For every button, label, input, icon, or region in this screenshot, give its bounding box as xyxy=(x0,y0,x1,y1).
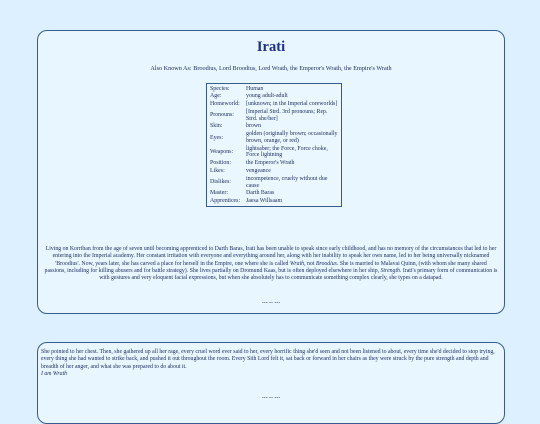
infobox-row xyxy=(209,123,339,131)
infobox-key: Master: xyxy=(210,190,228,197)
bio-paragraph xyxy=(44,246,498,282)
aka-line: Also Known As: Broodius, Lord Broodius, Lord Wrath, the Emperor's Wrath, the Empire's Wrath xyxy=(150,65,392,72)
infobox-key: Skin: xyxy=(210,123,223,130)
bio-emphasis-ship: Strength xyxy=(380,267,400,274)
infobox-key: Age: xyxy=(210,93,222,100)
infobox-table xyxy=(209,85,339,205)
infobox-key: Eyes: xyxy=(210,134,224,141)
bio-text: Living on Korriban from the age of seven until becoming apprenticed to Darth Baras, Irati has been unable to speak since early childhood, and has no memory of the circumstances that led to her entering into the Imperial academy. Her constant irritation with everyone and everything around her, along with her inability to speak her own name, led to her being universally nicknamed 'Broodius'. Now, years later, she has carved a place for herself in the Empire, one where she is called xyxy=(45,246,497,267)
infobox-value: brown xyxy=(246,123,262,130)
infobox-value: Human xyxy=(246,85,264,92)
section-separator: --- -- --- xyxy=(261,300,281,306)
infobox-row xyxy=(209,108,339,123)
infobox-value: Jaesa Willsaam xyxy=(246,198,283,205)
infobox-value: lightsaber; the Force, Force choke, Force lightning xyxy=(246,145,328,159)
infobox-value: golden (originally brown; occasionally brown, orange, or red) xyxy=(246,131,338,144)
section-separator: --- -- --- xyxy=(261,395,281,401)
infobox-row xyxy=(209,190,339,198)
infobox-row xyxy=(209,167,339,175)
infobox-key: Species: xyxy=(210,85,230,92)
infobox-row xyxy=(209,101,339,109)
infobox-value: Darth Baras xyxy=(246,190,275,197)
infobox-key: Pronouns: xyxy=(210,112,234,119)
infobox-row xyxy=(209,145,339,160)
infobox-row xyxy=(209,85,339,93)
infobox-row xyxy=(209,93,339,101)
page-title: Irati xyxy=(256,39,286,55)
bio-text: . Irati's primary form of communication is with gestures and very eloquent facial expressions, but when she absolutely has to communicate something complex clearly, she types on a datapad. xyxy=(99,267,498,282)
infobox-row xyxy=(209,131,339,146)
infobox-key: Apprentices: xyxy=(210,198,241,205)
infobox-value: [unknown; in the Imperial coreworlds] xyxy=(246,101,338,108)
story-text: She pointed to her chest. Then, she gathered up all her rage, every cruel word ever said to her, every horrific thing she'd seen and not been listened to about, every time she'd decided to stop trying, every thing she had wanted to strike back, and pushed it out throughout the room. Every Sith Lord felt it, sat back or forward in her chairs as they were struck by the pure strength and depth and breadth of her anger, and what she was prepared to do about it. xyxy=(41,349,495,370)
infobox-key: Weapons: xyxy=(210,149,234,156)
infobox-row xyxy=(209,160,339,168)
infobox-key: Dislikes: xyxy=(210,179,231,186)
infobox-row xyxy=(209,175,339,190)
profile-card xyxy=(37,30,505,314)
bio-emphasis-broodius: Broodius xyxy=(315,260,337,267)
infobox-value: young adult-adult xyxy=(246,93,288,100)
infobox xyxy=(206,83,342,207)
infobox-value: incompetence, cruelty without due cause xyxy=(246,175,328,189)
infobox-value: [Imperial Strd. 3rd pronouns; Rep. Strd. she/her] xyxy=(246,108,328,122)
infobox-value: the Emperor's Wrath xyxy=(246,160,295,167)
story-paragraph xyxy=(41,349,501,378)
infobox-key: Likes: xyxy=(210,168,225,175)
bio-emphasis-wrath: Wrath xyxy=(289,260,305,267)
infobox-key: Position: xyxy=(210,160,231,167)
story-card xyxy=(37,342,505,424)
story-quote: I am Wrath xyxy=(41,370,68,377)
infobox-value: vengeance xyxy=(246,168,271,175)
bio-text: , not xyxy=(304,260,316,267)
bio-text: . She is married to Malavai Quinn, (with whom she many shared passions, including for killing abusers and for battle strategy). She lives partially on Dromund Kaas, but is often deployed elsewhere in her ship, xyxy=(44,260,487,274)
infobox-row xyxy=(209,198,339,206)
infobox-key: Homeworld: xyxy=(210,101,240,108)
